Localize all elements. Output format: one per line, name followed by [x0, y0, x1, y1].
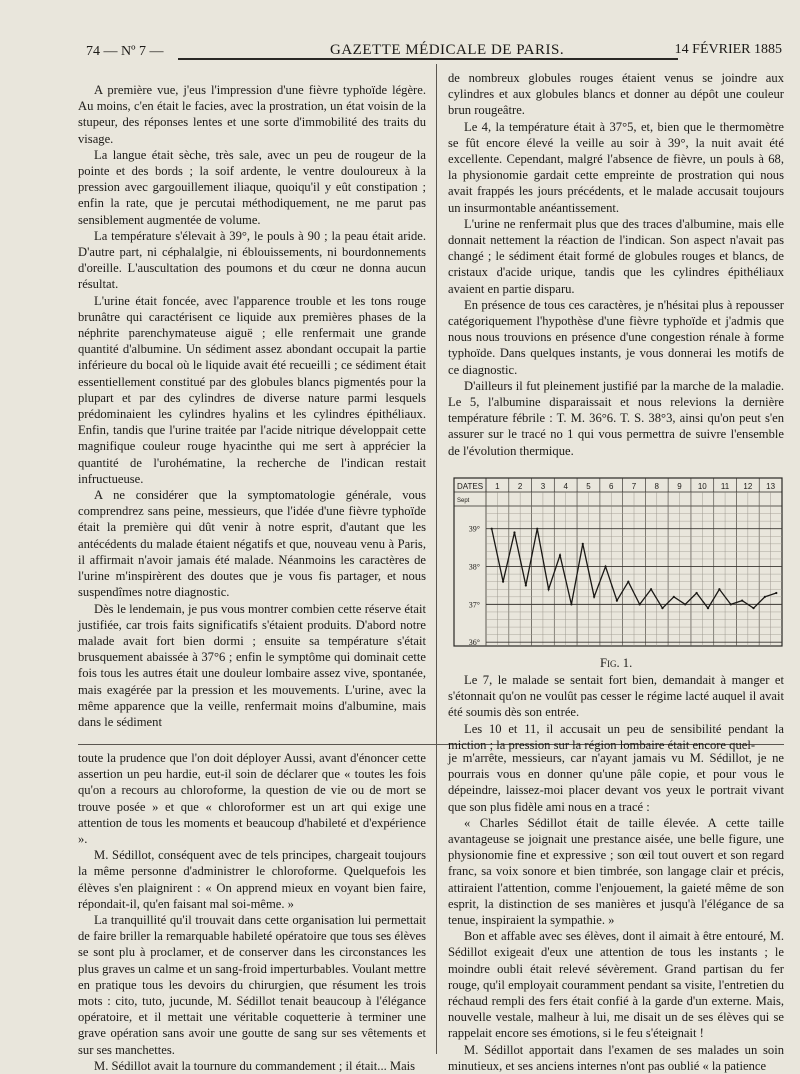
- day-label: 8: [654, 482, 659, 491]
- day-label: 10: [697, 482, 707, 491]
- temperature-point: [639, 603, 641, 605]
- temperature-point: [696, 592, 698, 594]
- temperature-point: [502, 581, 504, 583]
- temperature-point: [548, 588, 550, 590]
- paragraph: La tranquillité qu'il trouvait dans cette organisation lui permettait de faire briller la remarquable habileté opératoire que tous ses élèves se sont plu à proclamer, et de conserver dans les circonstances les plus graves un calme et un sang-froid imperturbables. Voulant mettre en pratique tous les devoirs du chirurgien, que résument les trois mots : cito, tuto, jucunde, M. Sédillot tenait beaucoup à l'élégance opératoire, et il mettait une véritable coquetterie à terminer une grave opération sans avoir une goutte de sang sur ses vêtements et sur ses manchettes.: [78, 913, 426, 1057]
- page-number: 74 — Nº 7 —: [86, 44, 164, 59]
- temperature-point: [650, 588, 652, 590]
- temperature-chart-svg: [452, 476, 786, 652]
- paragraph: A première vue, j'eus l'impression d'une fièvre typhoïde légère. Au moins, c'en était le facies, avec la prostration, un état voisin de la stupeur, des réponses lentes et une sorte d'immobilité des traits du visage.: [78, 83, 426, 146]
- temperature-point: [718, 588, 720, 590]
- temperature-point: [604, 565, 606, 567]
- dates-label: DATES: [457, 482, 484, 491]
- column-divider: [436, 64, 437, 1054]
- header-rule: [178, 58, 678, 60]
- day-label: 11: [720, 482, 730, 491]
- temperature-point: [730, 603, 732, 605]
- day-label: 2: [517, 482, 523, 491]
- paragraph: A ne considérer que la symptomatologie générale, vous comprendrez sans peine, messieurs, que l'idée d'une fièvre typhoïde était la première qui dût venir à notre esprit, d'autant que les antécédents du malade étaient négatifs et que, nouveau venu à Paris, il affirmait n'avoir jamais été malade. Néanmoins les caractères de l'urine m'inspirèrent des doutes que je vous fis partager, et nous suspendîmes notre diagnostic.: [78, 488, 426, 600]
- temperature-point: [684, 603, 686, 605]
- right-column: [448, 70, 784, 459]
- right-column-continued: [448, 672, 784, 753]
- chart-frame: [454, 478, 782, 646]
- temperature-point: [582, 543, 584, 545]
- temperature-point: [673, 596, 675, 598]
- temperature-point: [525, 584, 527, 586]
- day-label: 6: [609, 482, 614, 491]
- temperature-point: [593, 596, 595, 598]
- paragraph: Dès le lendemain, je pus vous montrer combien cette réserve était justifiée, car trois faits significatifs s'étaient produits. D'abord notre malade avait fort bien dormi ; ensuite sa température s'était brusquement abaissée à 37°6 ; enfin le symptôme qui dominait cette fois tous les autres était une douleur lombaire assez vive, spontanée, mais exagérée par la pression et les mouvements. L'urine, avec la même apparence que la veille, renfermait moins d'albumine, mais dans le sédiment: [78, 601, 426, 729]
- paragraph: La température s'élevait à 39°, le pouls à 90 ; la peau était aride. D'autre part, ni céphalalgie, ni éblouissements, ni bourdonnements d'oreille. L'auscultation des poumons et du cœur ne donna aucun résultat.: [78, 228, 426, 292]
- paragraph: Bon et affable avec ses élèves, dont il aimait à être entouré, M. Sédillot exigeait d'eux une attention de tous les instants ; le moindre oubli était relevé sévèrement. Grand partisan du fer rouge, qu'il employait couramment pendant sa visite, l'entretien du réchaud rempli des fers était confié à la garde d'un externe. Mais, nouvelle vestale, malheur à lui, me disait un de ses élèves qui se rappelait encore ses émotions, si le feu s'éteignait !: [448, 929, 784, 1041]
- temperature-point: [741, 599, 743, 601]
- paragraph: Les 10 et 11, il accusait un peu de sensibilité pendant la miction ; la pression sur la région lombaire était encore quel-: [448, 721, 784, 752]
- paragraph: En présence de tous ces caractères, je n'hésitai plus à repousser catégoriquement l'hypothèse d'une fièvre typhoïde et j'admis que nous nous trouvions en présence d'une congestion rénale à forme typhoïde. Dans quelques instants, je vous donnerai les motifs de ce diagnostic.: [448, 297, 784, 377]
- temperature-point: [559, 554, 561, 556]
- page-header: [86, 40, 782, 60]
- paragraph: L'urine était foncée, avec l'apparence trouble et les tons rouge brunâtre qui caractérisent ce liquide aux premières phases de la néphrite parenchymateuse aiguë ; elle renfermait une grande quantité d'albumine. Un sédiment assez abondant occupait la partie inférieure du bocal où le liquide avait été recueilli ; ce sédiment était essentiellement constitué par des globules blancs pigmentés pour la plupart et par des cylindres de diverse nature parmi lesquels prédominaient les cylindres hyalins et les cylindres épithéliaux. Enfin, tandis que l'urine traitée par l'acide nitrique développait cette magnifique couleur rouge hyacinthe qui me sert à apprécier la quantité de l'urohématine, la recherche de l'indican restait infructueuse.: [78, 293, 426, 486]
- paragraph: Le 7, le malade se sentait fort bien, demandait à manger et s'étonnait qu'on ne voulût pas cesser le régime lacté auquel il avait été soumis dès son entrée.: [448, 673, 784, 720]
- day-label: 1: [495, 482, 500, 491]
- temperature-chart: [452, 476, 786, 652]
- day-label: 5: [586, 482, 591, 491]
- day-label: 4: [563, 482, 568, 491]
- y-tick-label: 38°: [468, 562, 480, 572]
- day-label: 7: [631, 482, 637, 491]
- day-label: 9: [677, 482, 682, 491]
- day-label: 3: [540, 482, 546, 491]
- day-label: 12: [743, 482, 753, 491]
- temperature-point: [707, 607, 709, 609]
- journal-title: GAZETTE MÉDICALE DE PARIS.: [330, 42, 565, 58]
- temperature-point: [764, 596, 766, 598]
- paragraph: L'urine ne renfermait plus que des traces d'albumine, mais elle donnait nettement la réaction de l'indican. Son aspect n'avait pas changé ; le sédiment était formé de globules rouges et blancs, de cristaux d'acide urique, tandis que les cylindres épithéliaux avaient en partie disparu.: [448, 216, 784, 296]
- y-tick-label: 36°: [468, 638, 480, 648]
- bottom-right-column: [448, 750, 784, 1074]
- paragraph: La langue était sèche, très sale, avec un peu de rougeur de la pointe et des bords ; la soif ardente, le ventre douloureux à la pression avec gargouillement iliaque, quoiqu'il y eût constipation ; enfin la rate, que je percutai méthodiquement, ne me parut pas sensiblement augmentée de volume.: [78, 147, 426, 227]
- paragraph: M. Sédillot apportait dans l'examen de ses malades un soin minutieux, et ses anciens internes n'ont pas oublié « la patience: [448, 1042, 784, 1073]
- paragraph: de nombreux globules rouges étaient venus se joindre aux cylindres et aux globules blancs et donner au dépôt une couleur brun rougeâtre.: [448, 71, 784, 118]
- y-tick-label: 37°: [468, 600, 480, 610]
- temperature-point: [491, 528, 493, 530]
- temperature-point: [570, 603, 572, 605]
- temperature-point: [775, 592, 777, 594]
- paragraph: je m'arrête, messieurs, car n'ayant jamais vu M. Sédillot, je ne pourrais vous en donner qu'une pâle copie, et pour vous le dépeindre, laissez-moi placer devant vos yeux le portrait vivant que son plus fidèle ami nous en a tracé :: [448, 751, 784, 814]
- left-column: [78, 82, 426, 730]
- temperature-point: [661, 607, 663, 609]
- temperature-point: [536, 528, 538, 530]
- temperature-point: [752, 607, 754, 609]
- y-tick-label: 39°: [468, 524, 480, 534]
- month-label: Sept: [457, 498, 470, 504]
- paragraph: D'ailleurs il fut pleinement justifié par la marche de la maladie. Le 5, l'albumine disparaissait et nous relevions la dernière température fébrile : T. M. 36°6. T. S. 38°3, ainsi qu'on peut s'en assurer sur le tracé no 1 qui vous permettra de suivre l'ensemble de l'évolution thermique.: [448, 378, 784, 458]
- day-label: 13: [766, 482, 776, 491]
- paragraph: Le 4, la température était à 37°5, et, bien que le thermomètre se fût encore élevé la veille au soir à 39°, la nuit avait été excellente. Cependant, malgré l'absence de fièvre, un pouls à 68, la physionomie gardait cette empreinte de prostration qui nous avait frappés les jours précédents, et le malade accusait toujours un insurmontable anéantissement.: [448, 119, 784, 215]
- paragraph: toute la prudence que l'on doit déployer Aussi, avant d'énoncer cette assertion un peu hardie, eut-il soin de déclarer que « toutes les fois qu'on a recours au chloroforme, la question de vie ou de mort se trouve posée » et que « chloroformer est un art qui exige une attention de tous les moments et beaucoup d'habileté et d'expérience ».: [78, 751, 426, 847]
- bottom-left-column: [78, 750, 426, 1074]
- temperature-point: [616, 599, 618, 601]
- temperature-point: [513, 531, 515, 533]
- paragraph: « Charles Sédillot était de taille élevée. A cette taille avantageuse se joignait une prestance aisée, une belle figure, une physionomie fine et expressive ; son œil tout ouvert et son regard franc, sa voix sonore et bien timbrée, son langage clair et précis, attiraient l'attention, comme l'enjouement, la gaieté même de son esprit, la distinction de ses manières et jusqu'à l'élégance de sa tenue, inspiraient la sympathie. »: [448, 815, 784, 928]
- figure-caption: Fig. 1.: [600, 656, 633, 670]
- issue-date: 14 FÉVRIER 1885: [674, 42, 782, 57]
- paragraph: M. Sédillot, conséquent avec de tels principes, chargeait toujours la même personne d'administrer le chloroforme. Quelquefois les élèves s'en plaignirent : « On apprend mieux en voyant bien faire, répondait-il, qu'en faisant mal soi-même. »: [78, 848, 426, 911]
- temperature-point: [627, 581, 629, 583]
- paragraph: M. Sédillot avait la tournure du commandement ; il était... Mais: [94, 1058, 416, 1073]
